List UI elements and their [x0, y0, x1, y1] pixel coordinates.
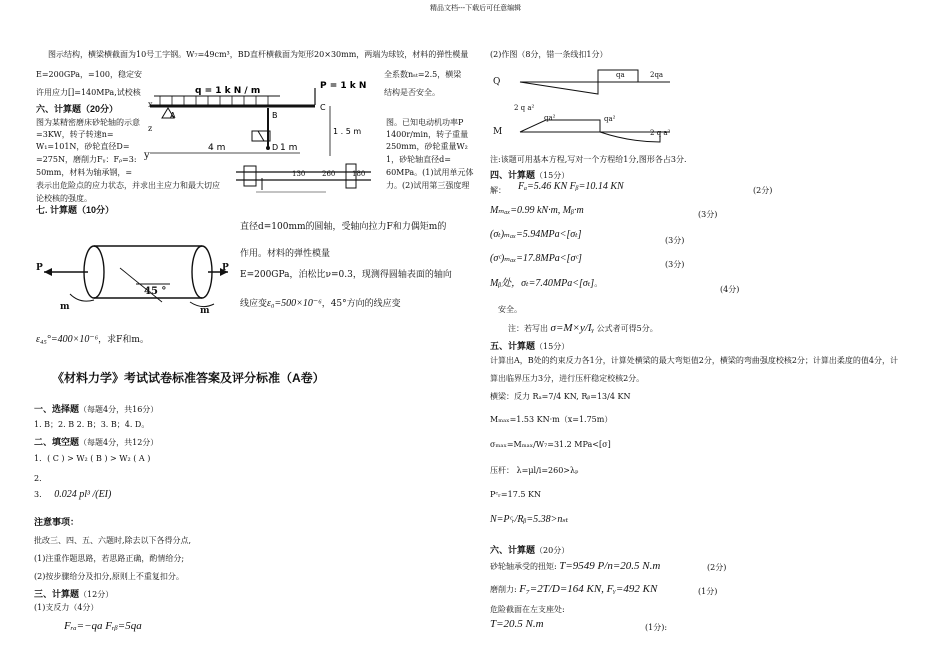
s6-f1-label: 砂轮轴承受的扭矩:	[490, 562, 557, 571]
fig-p-left: P	[36, 263, 43, 273]
s4-score-5: (4分)	[720, 285, 740, 294]
q5-allow-line-right: 结构是否安全。	[384, 88, 440, 97]
label-b: B	[272, 111, 278, 120]
right-sec6-line-2: 1400r/min，转子重量	[386, 130, 469, 139]
s6-heading: 六、计算题	[490, 545, 536, 555]
s2-line-3-num: 3.	[34, 490, 42, 499]
note-1: 批改三、四、五、六题时,除去以下各得分点,	[34, 536, 192, 545]
s4-formula-5-dot: 。	[594, 279, 603, 288]
dim-15m-label: 1 . 5 m	[333, 127, 362, 136]
s4-score-3: (3分)	[665, 236, 685, 245]
axis-x-label: x	[148, 100, 153, 109]
s4-heading: 四、计算题	[490, 170, 536, 180]
shaft-dim-3: 180	[352, 170, 366, 178]
s2-line-3	[34, 489, 111, 501]
s6-f3-label: 危险截面在左支座处:	[490, 605, 565, 614]
s4-note-b: 公式者可得5分。	[596, 324, 658, 333]
s2-heading: 二、填空题	[34, 437, 80, 447]
s5-line-2: 算出临界压力3分，进行压杆稳定校核2分。	[490, 374, 645, 383]
s4-note-a: 注：若写出	[508, 324, 548, 333]
right-sec6-line-6: 力。(2)试用第三强度理	[386, 181, 470, 190]
s2-line-2: 2．	[34, 474, 48, 483]
s1-note: （每题4分，共16分）	[79, 405, 159, 414]
sec7-line-5b: ，求F和m。	[98, 335, 149, 345]
s4-score-2: (3分)	[698, 210, 718, 219]
s3-heading: 三、计算题	[34, 589, 80, 599]
dim-1m-label: 1 m	[280, 143, 298, 153]
s2-heading-row	[34, 437, 158, 448]
s4-heading-row	[490, 170, 569, 181]
answer-key-title: 《材料力学》考试试卷标准答案及评分标准（A卷）	[52, 371, 325, 385]
s5-formula-6: N=Pᶜᵣ/Rᵦ=5.38>nₛₜ	[490, 514, 569, 525]
fig-p-right: P	[222, 263, 229, 273]
left-sec6-line-2: =3KW，转子转速n=	[36, 130, 114, 139]
sec7-line-4a: 线应变	[240, 299, 268, 309]
right-sec6-line-3: 250mm，砂轮重量W₂	[386, 142, 468, 151]
s6-score-1: (2分)	[707, 563, 727, 572]
sec7-line-5	[36, 334, 149, 346]
s5-formula-4: 压杆： λ=μl/i=260>λₚ	[490, 466, 579, 475]
load-p-label: P = 1 k N	[320, 81, 367, 91]
sec7-line-4	[240, 298, 401, 310]
note-2: (1)注重作题思路，若思路正确，酌情给分;	[34, 554, 185, 563]
s5-note: （15分）	[535, 342, 570, 351]
s5-heading-row	[490, 341, 569, 352]
diagram-value-3: 2 q a²	[514, 104, 535, 112]
label-a: A	[170, 111, 176, 120]
diagram-value-5: qa²	[604, 115, 616, 123]
s4-formula-5: Mᵦ处，σₜ=7.40MPa<[σₜ]	[490, 278, 595, 289]
sec7-line-2: 作用。材料的弹性模量	[240, 249, 331, 259]
fig-note: 注:该题可用基本方程,写对一个方程给1分,图形各占3分.	[490, 155, 687, 164]
s3-note: （12分）	[79, 590, 114, 599]
left-sec6-line-3: W₁=101N，砂轮直径D=	[36, 142, 130, 151]
left-sec6-heading: 六、计算题（20分）	[36, 104, 119, 114]
s6-note: （20分）	[535, 546, 570, 555]
sec7-line-5a: ε₄₅°=400×10⁻⁶	[36, 334, 99, 345]
s6-f2-label: 磨削力:	[490, 585, 517, 594]
fig-angle-label: 45 °	[144, 286, 167, 297]
s4-formula-5-row	[490, 278, 602, 290]
s6-f1: T=9549 P/n=20.5 N.m	[559, 560, 661, 572]
notes-heading: 注意事项：	[34, 517, 80, 527]
right-sec6-line-1: 图。已知电动机功率P	[386, 118, 464, 127]
s5-heading: 五、计算题	[490, 341, 536, 351]
left-sec6-line-4: =275N，磨削力Fᵧ：Fᵨ=3:	[36, 155, 137, 164]
right-sec6-line-4: 1，砂轮轴直径d=	[386, 155, 451, 164]
fig-m-right: m	[200, 306, 210, 316]
s4-safe: 安全。	[498, 305, 522, 314]
load-q-label: q = 1 k N / m	[195, 86, 261, 96]
s3-heading-row	[34, 589, 113, 600]
s6-heading-row	[490, 545, 569, 556]
diagram-value-4: qa²	[544, 114, 556, 122]
sec7-heading: 七. 计算题（10分）	[36, 205, 115, 215]
s5-formula-1: 横梁：反力 Rₐ=7/4 KN, Rᵦ=13/4 KN	[490, 392, 631, 401]
s5-formula-5: Pᶜᵣ=17.5 KN	[490, 490, 541, 499]
beam-structure-figure	[140, 78, 367, 160]
fig-m-left: m	[60, 302, 70, 312]
s6-score-2: (1分)	[698, 587, 718, 596]
label-c: C	[320, 103, 326, 112]
s5-line-1: 计算出A，B处的约束反力各1分，计算处横梁的最大弯矩值2分，横梁的弯曲强度校核2分；计算出柔度的值4分，计	[490, 356, 899, 365]
s4-note: （15分）	[535, 171, 570, 180]
sec7-line-4c: ，45°方向的线应变	[321, 299, 401, 309]
fig-heading: (2)作图（8分，错一条线扣1分）	[490, 50, 608, 59]
note-3: (2)按步骤给分及扣分,原则上不重复扣分。	[34, 572, 184, 581]
s6-f3: T=20.5 N.m	[490, 618, 544, 630]
diagram-m-label: M	[493, 127, 503, 137]
s4-formula-1: Fₐ=5.46 KN Fᵦ=10.14 KN	[518, 181, 624, 192]
s2-note: （每题4分，共12分）	[79, 438, 159, 447]
s4-score-4: (3分)	[665, 260, 685, 269]
sec7-line-4b: ε₀=500×10⁻⁶	[267, 298, 322, 309]
left-sec6-line-1: 图为某精密磨床砂轮轴的示意	[36, 118, 140, 127]
left-sec6-line-6: 表示出危险点的应力状态，并求出主应力和最大切应	[36, 181, 220, 190]
s6-row-2	[490, 583, 657, 596]
q5-intro-line: 图示结构，横梁横截面为10号工字钢。W₇=49cm³，BD直杆横截面为矩形20×30mm，两端为球铰，材料的弹性模量	[48, 50, 469, 59]
s3-formula: Fᵣₐ=−qa Fᵣᵦ=5qa	[64, 620, 142, 632]
sec7-line-1: 直径d=100mm的圆轴，受轴向拉力F和力偶矩m的	[240, 222, 447, 232]
s3-line-1: (1)支反力（4分）	[34, 603, 99, 612]
s4-formula-4: (σᶜ)ₘₐₓ=17.8MPa<[σᶜ]	[490, 253, 582, 264]
page-header: 精品文档---下载后可任意编辑	[430, 4, 522, 12]
s5-formula-2: Mₘₐₓ=1.53 KN·m（x=1.75m）	[490, 415, 613, 424]
axis-z-label: z	[148, 124, 153, 133]
label-d: D	[272, 143, 279, 152]
diagram-value-6: 2 q a²	[650, 129, 671, 137]
s4-formula-3: (σₜ)ₘₐₓ=5.94MPa<[σₜ]	[490, 229, 582, 240]
s6-f2: F₇=2T/D=164 KN, Fᵧ=492 KN	[519, 583, 658, 595]
s4-score-1: (2分)	[753, 186, 773, 195]
diagram-value-2: 2qa	[650, 71, 664, 79]
s1-answers: 1. B；2. B 2. B；3. B；4. D。	[34, 420, 150, 429]
left-sec6-line-7: 论校核的强度。	[36, 194, 92, 203]
s2-line-3-expr: 0.024 pl³ /(EI)	[54, 489, 112, 500]
q5-elastic-line-right: 全系数nₛₜ=2.5，横梁	[384, 70, 462, 79]
left-sec6-line-5: 50mm，材料为轴承钢，=	[36, 168, 133, 177]
s2-line-1: 1．( C ) > W₂ ( B ) > W₂ ( A )	[34, 454, 151, 463]
s4-formula-2: Mₘₐₓ=0.99 kN·m, Mᵦ·m	[490, 205, 584, 216]
diagram-value-1: qa	[616, 71, 625, 79]
s6-row-1	[490, 560, 660, 573]
s4-solve: 解：	[490, 186, 506, 195]
s4-note-row	[508, 322, 658, 335]
s6-score-3: (1分):	[645, 623, 668, 632]
s1-heading: 一、选择题	[34, 404, 80, 414]
axis-y-label: y	[144, 150, 150, 161]
s4-note-formula: σ=M×y/Iᵧ	[550, 322, 595, 334]
dim-4m-label: 4 m	[208, 143, 226, 153]
shaft-dim-2: 260	[322, 170, 336, 178]
q5-elastic-line: E=200GPa，=100，稳定安	[36, 70, 142, 79]
shaft-dim-1: 130	[292, 170, 306, 178]
s5-formula-3: σₘₐₓ=Mₘₐₓ/W₇=31.2 MPa<[σ]	[490, 440, 611, 449]
sec7-line-3: E=200GPa，泊松比ν=0.3，现测得圆轴表面的轴向	[240, 270, 452, 280]
right-sec6-line-5: 60MPa。(1)试用单元体	[386, 168, 474, 177]
s1-heading-row	[34, 404, 158, 415]
diagram-q-label: Q	[493, 77, 501, 87]
q5-allow-line: 许用应力[]=140MPa,试校核	[36, 88, 141, 97]
